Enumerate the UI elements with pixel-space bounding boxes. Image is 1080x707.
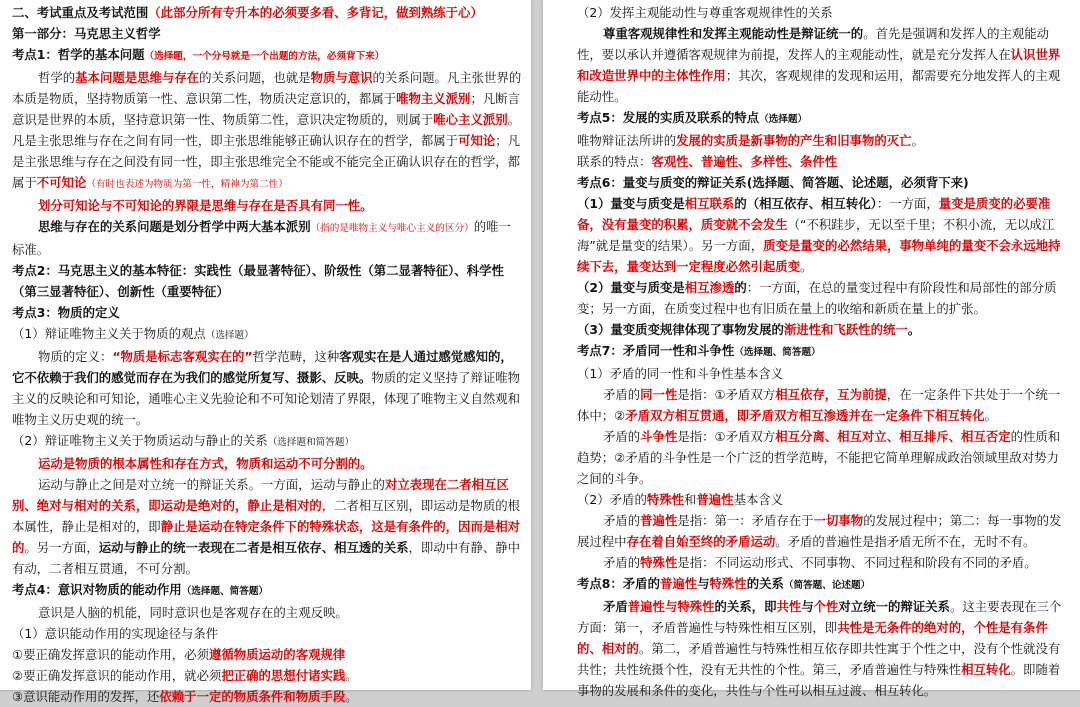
section-heading [12,260,523,302]
text-run: 联系的特点： [577,154,652,169]
paragraph [577,489,1068,510]
paragraph [12,644,523,665]
paragraph [12,67,523,195]
text-run: 相互渗透 [684,280,735,295]
text-run: 考点3：物质的定义 [12,305,120,320]
text-run: 可知论 [458,133,496,148]
text-run: 和 [684,492,697,507]
text-run: 量变是质变的必要准备，没有量变的积累，质变就不会发生 [577,196,1051,232]
text-run: ③意识能动作用的发挥，还 [12,689,160,704]
text-run: 基本问题是思维与存在 [75,70,200,85]
text-run: （1）矛盾的同一性和斗争性基本含义 [577,366,784,381]
paragraph [577,363,1068,384]
text-run: 运动与静止的统一表现在二者是相互依存、相互透的关系 [98,540,409,555]
section-heading [12,23,523,44]
text-run: （“不积跬步，无以至千里；不积小流，无以成江海”就是量变的结果）。另一方面， [577,217,1055,253]
text-run: （1）辩证唯物主义关于物质的观点 [12,326,206,341]
text-run: 相互转化 [961,662,1011,677]
paragraph [577,552,1068,573]
section-heading [12,302,523,323]
text-run: ：一方面， [876,196,939,211]
note-text: （选择题、简答题） [734,347,821,358]
paragraph [577,23,1068,107]
text-run: 考点8：矛盾的 [577,576,660,591]
text-run: 是指：第一：矛盾存在于 [677,513,814,528]
section-heading [577,172,1068,193]
section-heading [12,579,523,602]
text-run: 矛盾的 [603,555,641,570]
text-run: 渐进性和飞跃性的统一 [783,322,908,337]
text-run: （3）量变质变规律体现了事物发展的 [577,322,784,337]
text-run: “物质是标志客观实在的” [112,349,253,364]
text-run: 二、考试重点及考试范围 [12,5,149,20]
text-run: 把正确的思想付诸实践 [221,668,346,683]
section-heading [577,573,1068,596]
text-run: ，即动中有静、静中有动，二者相互贯通，不可分割。 [12,540,521,576]
text-run: 发展的实质是新事物的产生和旧事物的灭亡 [676,133,912,148]
paragraph [12,602,523,623]
text-run: 唯物辩证法所讲的 [577,133,677,148]
text-run: 矛盾双方相互贯通，即矛盾双方相互渗透并在一定条件下相互转化 [625,408,985,423]
paragraph [12,195,523,216]
paragraph [12,665,523,686]
text-run: 相互依存，互为前提 [775,387,887,402]
text-run: （2）发挥主观能动性与尊重客观规律性的关系 [577,5,833,20]
text-run: 。矛盾的普遍性是指矛盾无所不在，无时不有。 [775,534,1036,549]
text-run: 尊重客观规律性和发挥主观能动性是辩证统一的 [603,26,864,41]
text-run: （2）矛盾的 [577,492,647,507]
text-run: ①要正确发挥意识的能动作用，必须 [12,647,209,662]
text-run: 是指：①矛盾双方 [677,429,776,444]
text-run: 是指：不同运动形式、不同事物、不同过程和阶段有不同的矛盾。 [677,555,1037,570]
text-run: （2）辩证唯物主义关于物质运动与静止的关系 [12,433,268,448]
text-run: 斗争性 [640,429,678,444]
text-run: 普遍性 [696,492,734,507]
text-run: 的关系 [746,576,784,591]
text-run: 运动是物质的根本属性和存在方式，物质和运动不可分割的。 [38,456,373,471]
text-run: 。第二，矛盾普遍性与特殊性相互依存即共性寓于个性之中，没有个性就没有共性；共性统摄个性，没有无共性的个性。第三，矛盾普遍性与特殊性 [577,641,1061,677]
text-run: 基本含义 [733,492,784,507]
text-run: ；凡是主张思维与存在之间没有同一性，即主张思维完全不能或不能完全正确认识存在的哲学，都属于 [12,133,521,190]
text-run: 。 [907,322,921,337]
text-run: 。 [984,408,997,423]
text-run: 矛盾的 [603,513,641,528]
note-text: （选择题和简答题） [267,437,355,448]
text-run: 存在着自始至终的矛盾运动 [626,534,776,549]
text-run: 的唯一标准。 [12,219,511,257]
text-run: 考点7：矛盾同一性和斗争性 [577,343,735,358]
text-run: 。即随着事物的发展和条件的变化，共性与个性可以相互过渡、相互转化。 [577,662,1061,698]
paragraph [12,686,523,707]
text-run: 。另一方面， [24,540,99,555]
note-text: （有时也表述为物质为第一性，精神为第二性） [86,179,288,190]
text-run: 。凡是主张思维与存在之间有同一性，即主张思维能够正确认识存在的哲学，都属于 [12,112,521,148]
note-text: （选择题） [759,114,808,125]
text-run: 的 [734,280,747,295]
text-run: 共性 [776,599,802,614]
paragraph [12,430,523,453]
paragraph [577,193,1068,277]
text-run: 共性是无条件的绝对的，个性是有条件的、相对的 [577,620,1048,656]
text-run: 认识世界和改造世界中的主体性作用 [577,47,1061,83]
paragraph [577,596,1068,701]
text-run: 物质与意识 [310,70,373,85]
section-heading [12,2,523,23]
left-page [0,0,531,704]
text-run: 同一性 [640,387,678,402]
note-text: （选择题，一个分号就是一个出题的方法，必须背下来） [144,51,385,62]
text-run: 唯物主义派别 [396,91,471,106]
text-run: 运动与静止之间是对立统一的辩证关系。一方面，运动与静止的 [38,477,385,492]
text-run: 依赖于一定的物质条件和物质手段 [159,689,346,704]
text-run: 意识是人脑的机能，同时意识也是客观存在的主观反映。 [38,605,348,620]
text-run: 对立表现在二者相互区别、绝对与相对的关系，即运动是绝对的，静止是相对的 [12,477,509,513]
paragraph [577,151,1068,172]
text-run: ；其次，客观规律的发现和运用，都需要充分地发挥人的主观能动性。 [577,68,1061,104]
text-run: 与 [801,599,814,614]
text-run: 质变是量变的必然结果，事物单纯的量变不会永远地持续下去，量变达到一定程度必然引起质变 [577,238,1061,274]
paragraph [12,453,523,474]
right-page [543,0,1080,698]
text-run: ：一方面，在总的量变过程中有阶段性和局部性的部分质变；另一方面，在质变过程中也有旧质在量上的收缩和新质在量上的扩张。 [577,280,1057,316]
text-run: 静止是运动在特定条件下的特殊状态，这是有条件的，因而是相对的 [12,519,521,555]
text-run: 相互联系 [684,196,735,211]
text-run: 相互分离、相互对立、相互排斥、相互否定 [775,429,1011,444]
text-run: 物质的定义： [38,349,113,364]
text-run: 哲学范畴，这种 [252,349,340,364]
text-run: （1）意识能动作用的实现途径与条件 [12,626,219,641]
text-run: 特殊性 [709,576,747,591]
text-run: 与 [697,576,710,591]
paragraph [577,319,1068,340]
paragraph [12,323,523,346]
text-run: 遵循物质运动的客观规律 [208,647,346,662]
text-run: （2）量变与质变是 [577,280,685,295]
text-run: 的性质和趋势；②矛盾的斗争性是一个广泛的哲学范畴，不能把它简单理解成政治领域里敌对势力之间的斗争。 [577,429,1061,486]
text-run: 第一部分：马克思主义哲学 [12,26,161,41]
text-run: 矛盾 [603,599,628,614]
paragraph [12,346,523,430]
text-run: 普遍性与特殊性 [627,599,715,614]
text-run: 考点5：发展的实质及联系的特点 [577,110,760,125]
text-run: ，二者相互区别，即运动是物质的根本属性，静止是相对的，即 [12,498,521,534]
text-run: 普遍性 [640,513,678,528]
text-run: 是指：①矛盾双方 [677,387,776,402]
right-page-content [543,0,1080,701]
text-run: 唯心主义派别 [433,112,508,127]
paragraph [577,277,1068,319]
paragraph [577,2,1068,23]
text-run: 。首先是强调和发挥人的主观能动性，要以承认并遵循客观规律为前提，发挥人的主观能动性，就是充分发挥人在 [577,26,1050,62]
note-text: （简答题、论述题） [783,580,871,591]
section-heading [12,44,523,67]
paragraph [12,623,523,644]
text-run: 的发展过程中；第二：每一事物的发展过程中 [577,513,1062,549]
text-run: 。 [800,259,813,274]
note-text: （选择题、简答题） [181,586,269,597]
text-run: ；凡断言意识是世界的本质，坚持意识第一性、物质第二性，意识决定物质的，则属于 [12,91,521,127]
section-heading [577,107,1068,130]
text-run: 考点6：量变与质变的辩证关系(选择题、简答题、论述题，必须背下来) [577,175,969,190]
text-run: 哲学的 [38,70,76,85]
paragraph [577,384,1068,426]
text-run: 考点1：哲学的基本问题 [12,47,145,62]
paragraph [577,510,1068,552]
note-text: （选择题） [205,330,254,341]
note-text: （指的是唯物主义与唯心主义的区分） [310,223,474,234]
text-run: 。这主要表现在三个方面：第一，矛盾普遍性与特殊性相互区别，即 [577,599,1062,635]
paragraph [12,216,523,260]
text-run: 一切事物 [813,513,864,528]
text-run: 不可知论 [36,175,87,190]
text-run: 的（相互依存、相互转化） [734,196,877,211]
text-run: 的关系问题，也就是 [199,70,311,85]
text-run: 。 [345,668,358,683]
text-run: 客观性、普遍性、多样性、条件性 [651,154,838,169]
text-run: 考点4：意识对物质的能动作用 [12,582,182,597]
paragraph [577,130,1068,151]
text-run: 划分可知论与不可知论的界限是思维与存在是否具有同一性。 [38,198,373,213]
text-run: 物质的定义坚持了辩证唯物主义的反映论和可知论，通唯心主义先验论和不可知论划清了界限，体现了唯物主义自然观和唯物主义历史观的统一。 [12,370,521,427]
text-run: 普遍性 [659,576,698,591]
text-run: 的关系，即 [714,599,777,614]
text-run: 矛盾的 [603,387,641,402]
section-heading [577,340,1068,363]
text-run: 考点2：马克思主义的基本特征：实践性（最显著特征）、阶级性（第二显著特征）、科学性（第三显著特征）、创新性（重要特征） [12,263,504,299]
text-run: 对立统一的辩证关系 [838,599,950,614]
text-run: ，在一定条件下共处于一个统一体中；② [577,387,1061,423]
text-run: 特殊性 [640,555,678,570]
text-run: 个性 [813,599,839,614]
paragraph [12,474,523,579]
text-run: 。 [911,133,924,148]
text-run: 思维与存在的关系问题是划分哲学中两大基本派别 [38,219,311,234]
text-run: 特殊性 [646,492,685,507]
paragraph [577,426,1068,489]
text-run: 的关系问题。凡主张世界的本质是物质，坚持物质第一性、意识第二性，物质决定意识的，都属于 [12,70,522,106]
text-run: （1）量变与质变是 [577,196,685,211]
text-run: 客观实在是人通过感觉感知的，它不依赖于我们的感觉而存在为我们的感觉所复写、摄影、反映。 [12,349,513,385]
text-run: 矛盾的 [603,429,641,444]
text-run: ②要正确发挥意识的能动作用，就必须 [12,668,222,683]
text-run: 。 [345,689,358,704]
note-text: （此部分所有专升本的必须要多看、多背记，做到熟练于心） [148,5,483,20]
left-page-content [0,0,531,707]
